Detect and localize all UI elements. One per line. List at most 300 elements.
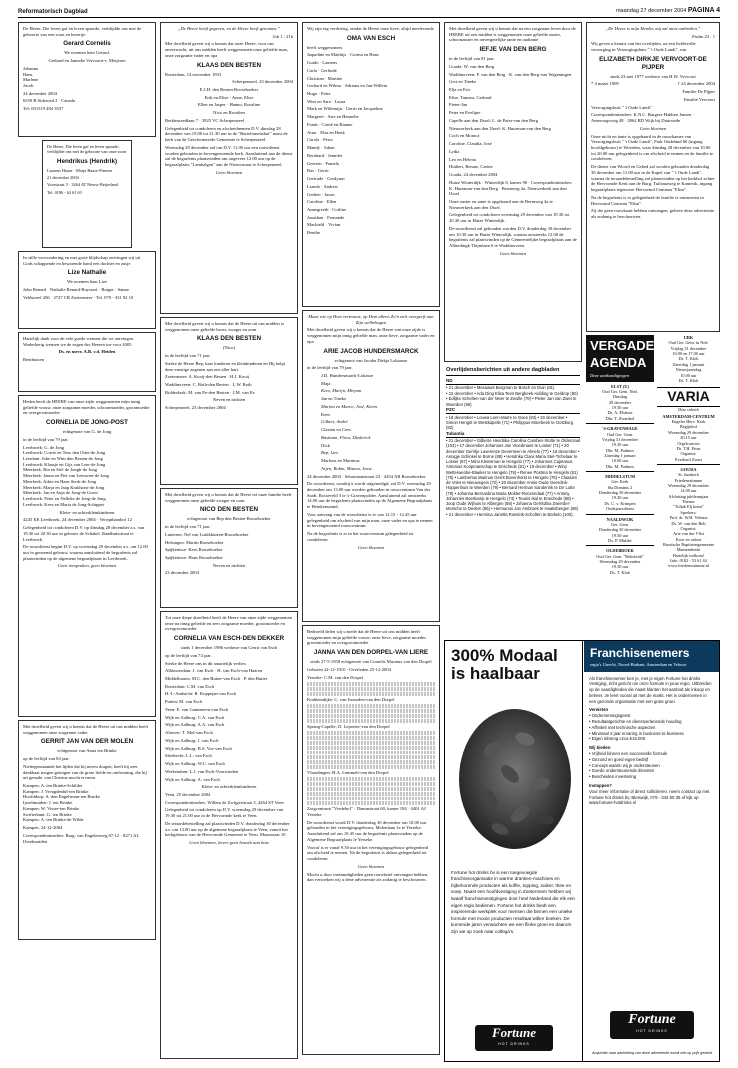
column-3 [302, 22, 440, 1062]
modaal-headline-1: 300% Modaal [451, 646, 558, 665]
varia-line: Organist: [680, 525, 697, 531]
agenda-sub: Deze aankondigingen [590, 373, 630, 378]
franchise-panel [584, 641, 720, 1061]
ad-died: Overleden 25-12-2004 [349, 666, 391, 672]
coffee-beans-icon [455, 689, 573, 864]
family-line: Mark en Willemijn · Gerrit en Jacqueline [307, 106, 383, 112]
family-line: Familie De Pijper [682, 89, 715, 95]
ad-sub: heeft weggenomen. [307, 44, 343, 50]
family-line: Gerhard en Wilma · Adriana en Jan-Willem [307, 83, 388, 89]
agenda-line: 19.30 uur [611, 532, 629, 538]
agenda-line: Sta.Dominis 2 [607, 484, 633, 490]
agenda-item [586, 548, 654, 575]
ad-died: † 24 december 2004 [677, 81, 715, 87]
varia-line: Everhard Zwart [674, 456, 703, 462]
agenda-line: Dhr. T. Zwartbol [605, 415, 635, 421]
ad-parents: Gerhard en Janneke Vervoorn-v. Meijeren [48, 58, 126, 64]
family-line: Peter en Evelijne [449, 110, 481, 116]
ad-date: 23 december 2004 [165, 570, 199, 576]
birth-ad-gerard [18, 22, 156, 137]
ad-parents: Laurens Haase · Marja Haase-Prinsen [47, 167, 113, 173]
varia-item-head: GOUDA [680, 466, 697, 472]
family-line: Bep, Lies [321, 450, 339, 456]
offer: • Bescheiden investering [589, 774, 637, 780]
ad-funeral: De rouwdienst zal gehouden worden D.V. donderdag 30 december om 10.30 uur in Huize Winterdijk, waarna omstreeks 12.00 de begrafenis zal plaatsvinden op de Gemeentelijke begraafplaats aan de Alberdingk Thijmlaan 6 te Waddinxveen. [449, 225, 577, 249]
family-line: Vlaardingen: H.A. Lemmelt-van den Dorpel [307, 769, 389, 775]
ad-closing: Geen bloemen [357, 544, 385, 550]
ad-sub: echtgenoot van Jacoba Dirkje Lokaasse [334, 357, 408, 363]
paper-title: Reformatorisch Dagblad [18, 8, 88, 15]
agenda-title-1: VERGADER- [590, 338, 669, 353]
family-line: Geerten · Pamela [307, 160, 339, 166]
sibling: Hans [23, 71, 33, 77]
family-line: Leerbroek: Peter en Nelleke de Jong-de Jong [23, 496, 106, 502]
ad-name: KLAAS DEN BESTEN [196, 61, 262, 69]
ad-text: De rouwdienst wordt D.V. donderdag 30 december om 10.00 uur gehouden in het verenigingsgebouw, Molenlaan 1a te Yerseke. Aansluitend zal om 10.45 uur de begrafenis plaatsvinden op de Algemene Begraafplaats te Yerseke. [307, 819, 427, 842]
ad-intro: Heden heeft de HEERE van onze zijde weggenomen mijn innig geliefde vrouw, onze zorgzame moeder, schoonmoeder, grootmoeder en overgrootmoeder [23, 399, 150, 416]
franchise-sub: regio's Utrecht, Noord-Brabant, Amsterdam en Veluwe [590, 662, 687, 667]
ad-intro: De Heere, Die leven gaf en leven spaarde, verblijdde ons met de geboorte van een zoon en broertje [23, 26, 142, 37]
ad-date: 21 december 2004 [47, 174, 79, 180]
ad-signed: Ds. en mevr. A.B. v.d. Heiden [58, 349, 116, 355]
franchise-title: Franchisenemers [590, 646, 690, 660]
family-line: Margreet · Arie en Hannelie [307, 114, 359, 120]
ad-intro: Wij geven u kennis van het overlijden, na een liefdevolle verzorging in Verzorgingshuis " 't Oude Landt", van [591, 41, 696, 53]
varia-line: Info: 0182 - 53 61 44 [670, 558, 707, 564]
requirement: • Ondernemingsgeest [589, 713, 631, 719]
family-line: Leerbroek: G. de Jong [23, 444, 65, 450]
ad-address: 6550 B Sideroad 2 · Canada [23, 98, 75, 104]
family-line: Leerbroek: Klaasje en Gijs van Leer-de Jong [23, 461, 106, 467]
family-line: Hoofddorp: A. den Engelsman-ten Brinke [23, 794, 100, 800]
ad-age: in de leeftijd van 71 jaar. [165, 353, 211, 359]
ad-closing: Geen toespraken, geen bloemen [57, 563, 117, 569]
family-line: Leerdam: Joke en Wim den Besten-de Jong [23, 456, 103, 461]
family-line: Ridderkerk: M. van Ee-den Besten · J.M. van Ee [165, 389, 255, 395]
family-line: Putten: M. van Esch [165, 699, 203, 705]
requirement: • Eigen inbreng circa €15.000 [589, 736, 646, 742]
family-line: Neven en nichten [212, 397, 246, 403]
family-line: Jonathan · Fernande [307, 214, 345, 220]
family-line: Gertrude · Gerdymn [307, 176, 345, 182]
family-line: Lydia [449, 148, 460, 154]
vergader-agenda [586, 335, 669, 687]
varia-line: Dr. T.H. Prins [676, 445, 701, 451]
family-line: Capelle aan den IJssel: L. de Pater-van den Berg [449, 117, 538, 123]
ad-date: Kampen, 24-12-2004 [23, 825, 63, 831]
family-line: Meerkerk: Ria en Stef de Jongh-de Jong [23, 467, 97, 473]
family-line: Lianda · Andrew [307, 183, 339, 189]
ad-address: Correspondentieadres: K.N.C. Burgers-Habben Jansen · Ameroogsweg 48 · 2862 RD Wijk bij Duurstede [591, 112, 695, 124]
ad-name: Lize Nathalie [67, 269, 107, 277]
family-line: Wijk en Aalburg: A. van Esch [165, 776, 220, 782]
ad-text3: Na de begrafenis is er in het rouwcentrum gelegenheid tot condoleren. [307, 531, 414, 542]
agenda-line: 28 december [608, 399, 632, 405]
varia-line: Mamembeide [676, 547, 701, 553]
ad-kids: Klein- en achterkleinkinderen [59, 509, 115, 515]
ad-ref: Psalm 23 : 1 [692, 33, 715, 39]
agenda-item-head: NAALDWIJK [606, 516, 634, 522]
ad-name: ARIE JACOB HUNDERSMARCK [323, 347, 419, 355]
agenda-line: 10.00 uur [611, 458, 629, 464]
agenda-line: Ds. P. Mulder [608, 537, 632, 543]
ad-sub: sinds 23 mei 1977 weduwe van H.W. Vervoort [610, 73, 696, 79]
page-info [616, 7, 720, 16]
ad-quote: „De Heere heeft gegeven, en de Heere heeft genomen.” [177, 26, 281, 31]
ad-note: We noemen hem Gerard. [64, 50, 110, 56]
ad-address: Correspondentieadres: Burg. van Engelenweg 67-12 · 8271 AL IJsselmuiden [23, 832, 140, 844]
ad-left: John Renard · Nathalie Renard-Ruyssert · Ruiger · Sanne [23, 287, 129, 293]
franchise-intro: Als franchisenemer ben je, met je eigen Fortune hot drinks Vestiging, écht gericht om onze formule in jouw regio. Uitbreiden op de vaardigheden die naast klanten het aanbod als inkoop en beheer. Je leert vooral uit met de markt. Het is ondernemen in een gezonde organisatie met een grote groei. [589, 675, 712, 704]
agenda-line: Oud Ger. Gem. in Ned. [668, 340, 709, 346]
family-line: Kampen: W. Visser-ten Brinke [23, 805, 80, 811]
family-line: Arnu · Elsa en Henk [307, 129, 345, 135]
ad-closing: Geen bloemen, liever geen bezoek aan huis [189, 840, 269, 846]
birth-ad-hendrikus [42, 140, 132, 248]
agenda-header [586, 335, 669, 382]
ad-born: * 4 maart 1909 [591, 81, 619, 87]
ad-intro: Met droefheid geven wij u kennis dat de Heere tot onze familie heeft weggenomen onze geliefde zwager en oom [165, 492, 292, 503]
varia-line: Afsluiting jubileumjaar [668, 493, 709, 499]
obituary-nico-den-besten [160, 488, 298, 608]
family-line: Gert en Tineke [449, 79, 477, 85]
family-line: Wijk en Aalburg: B.S. Vos-van Esch [165, 745, 232, 751]
offer: • Concept waarin wij je ondersteunen [589, 762, 660, 768]
varia-line: Ds. W. van den Belt [671, 520, 706, 526]
family-line: Leo en Helena [449, 156, 476, 162]
family-line: Wijk en Aalburg: W.C. van Esch [165, 761, 225, 767]
family-line: Annegreeth · Corline [307, 207, 347, 213]
agenda-line: 19.30 uur [611, 405, 629, 411]
requirement: • Minimaal 3 jaar ervaring in business-to-business [589, 730, 684, 736]
ad-right: Veldstreef 206 · 2727 CR Zoetermeer · Tel. 079 - 331 92 10 [23, 294, 134, 300]
agenda-line: Vrijdag 31 december [670, 345, 707, 351]
family-line: Wijk en Aalburg: A.A. van Esch [165, 722, 225, 728]
family-line: Veen: E. van Gammeren-van Esch [165, 706, 229, 712]
obituary-janna-van-den-dorpel [302, 625, 440, 1055]
agenda-item-head: 'S-GRAVENHAGE [602, 426, 638, 432]
ad-intro: Bedroefd delen wij u mede dat de Heere uit ons midden heeft weggenomen mijn geliefde vrouw, onze lieve, zorgzame moeder, grootmoeder en overgrootmoeder [307, 629, 427, 646]
agenda-line: 10.00 en 17.00 uur [672, 351, 705, 357]
fortune-logo [475, 1025, 553, 1051]
death-notices-other-papers [444, 365, 582, 627]
family-line: Nieuwerkerk aan den IJssel: K. Huurman-van den Berg [449, 125, 551, 131]
thanks-ad [18, 332, 156, 392]
modaal-headline-2: is haalbaar [451, 663, 540, 683]
obituary-arie-hundersmarck [302, 310, 440, 622]
family-line: Meerkerk: Jan en Anja de Jong-de Groot [23, 490, 98, 496]
ad-tel: Tel: 001519 484 3537 [23, 106, 64, 112]
ad-name: JANNA VAN DEN DORPEL-VAN LIERE [313, 649, 429, 657]
ad-date: Scherpenzeel, 23 december 2004 [165, 405, 226, 411]
family-line: Wijk en Aalburg: C.A. van Esch [165, 714, 225, 720]
agenda-title-2: AGENDA [590, 355, 647, 370]
notice-row: • 21 december • Gilberte Hendrika Carolina Cambier-Stolte te Oldenzaal (103) • 17 december Johannes Jan Vloedmans te Losser (71) • 20 december Gerritje Laverenze Deverseen te Almelo (77) • 18 december • Annigje Schinkel te Borne (88) • Hendrika Clara Maria Stel-Tichelaar te Losser (87) • Mimi Kleinsman te Hengelo (77) • Johannes Cajetanus Antonius Koopmanschap te Enschede (81) • 19 december • Winy Wetterwenbe-Blaeker te Hengelo (78) • Renee Postma te Hengelo (81) (75) • Lambertus Marinus Gerrit Bovenhorst te Hengelo (76) • Claasien de Vries te Nieuwegein (72) • 20 december Annie Oude Geerdink-Hoppenhuis te Wierden (79) • Bernard Herman Sanderink te De Lutte (78) • Johanna Bernardina Maria Molder-Roozendaal (77) • Antony Johannes Boerkamp te Hengelo (74) • Teunis Ikal te Enschede (88) • Joop Oude Wijhuis te Albergen (58) • Johanna Gerritdina Zwierder-Morsche te Dedem (86) • Hermanus Jan Ambroek te Haaksbergen (69) • 21 december • Hermina Janetta Roesink-Scholten te Borkelo (100). [446, 438, 580, 517]
ad-age: op de leeftijd van 74 jaar. [165, 652, 212, 658]
ad-text: Niettegenstaande het lijden dat hij moest dragen, heeft hij zeer dankbaar mogen getuigen van de grote liefde en ontferming, die hij uit genade, van Christus mocht ervaren. [23, 763, 147, 781]
family-line: Bastiaan, Flora, Diederick [321, 434, 371, 440]
ad-address: Huize Winterdijk · Winterdijk 8, kamer 90 · Correspondentieadres: K. Huurman-van den Berg · Bermweg 4a, Nieuwerkerk aan den IJssel [449, 179, 573, 197]
varia-line: Organist: [680, 451, 697, 457]
ad-age: op de leeftijd van 84 jaar. [23, 756, 70, 762]
ad-dates: Geboren 24-12-1910 · Overleden 25-12-2004 [307, 666, 391, 672]
ad-intro: Wij zijn erg verdrietig, omdat de Heere onze lieve, altijd meelevende [307, 26, 434, 31]
ad-text: De rouwdienst, waarbij u wordt uitgenodigd, zal D.V. woensdag 29 december om 13.00 uur worden gehouden in rouwcentrum Van der Stadt, Rosseveld 3 te 's-Gravenpolder. Aansluitend zal omstreeks 14.00 uur de begrafenis plaatsvinden op de Algemene Begraafplaats te Heinkenszand. [307, 481, 433, 510]
ad-funeral: De rouwdienst begint D.V. op woensdag 29 december a.s. om 12.00 uur in genoemd gebouw, waarna aansluitend de begrafenis zal plaatsvinden op de algemene begraafplaats in Leerbroek. [23, 544, 148, 561]
varia-line: St. Janskerk [678, 472, 699, 478]
agenda-item [586, 517, 654, 544]
family-line: Meerkerk: Adrie en Hans Sterk-de Jong [23, 478, 97, 484]
varia-line: "Toltak Elj komt" [673, 504, 704, 510]
urk-varia-column [657, 335, 720, 687]
family-line: Hugo · Peter [307, 91, 331, 96]
ad-intro: Met droefheid geven wij u kennis dat de Heere uit ons midden is weggenomen onze geliefde broer, zwager en oom [165, 321, 284, 332]
ad-text3: Mocht u door omstandigheden geen rouwbrief ontvangen hebben, dan verzoeken wij u deze advertentie als zodanig te beschouwen. [307, 871, 429, 883]
page-header [18, 8, 720, 18]
agenda-line: 19.30 uur [611, 495, 629, 501]
page-label: PAGINA [687, 7, 715, 15]
family-line: Marina en Marco, José, Karin [321, 403, 377, 409]
family-line: Kees [321, 411, 331, 417]
family-line: Sliedrecht: L.L. van Esch [165, 753, 212, 759]
family-line: Spijkenisse: Hans Rooseboeker [165, 555, 223, 560]
family-line: Arjen, Robin, Manon, Josse [321, 465, 373, 471]
ad-text2: Gelegenheid tot condoleren woensdag 29 december van 19.30 tot 20.30 uur in Huize Winterdijk. [449, 212, 570, 224]
ad-name: CORNELIA DE JONG-POST [46, 419, 128, 427]
family-line: Meerkerk: Marja en Jaap Krakhorst-de Jong [23, 484, 105, 490]
ad-family [307, 373, 435, 472]
varia-line: Woensdag 29 december [668, 483, 709, 489]
agenda-line: 19.30 uur [611, 442, 629, 448]
notice-row: • 21 december • Mesaaws Bergman te Bosch en Duin (81) [446, 385, 555, 391]
offer-title: Wij bieden [589, 745, 611, 751]
fortune-logo-sub: HOT DRINKS [636, 1029, 668, 1034]
agenda-line: Woensdag 29 december [599, 559, 641, 565]
fortune-logo-sub: HOT DRINKS [498, 1041, 530, 1046]
ad-date: Veen, 25 december 2004 [165, 792, 211, 798]
family-line: Ellen en Jasper · Hanno, Rosaline [197, 102, 261, 108]
family-line: Kampen: A. ten Brinke-Schilder [23, 783, 83, 788]
ad-name: KLAAS DEN BESTEN [196, 335, 262, 343]
agenda-item-head: OLDEBROEK [606, 548, 634, 554]
ad-age: in de leeftijd van 79 jaar. [23, 436, 69, 442]
column-2 [160, 22, 298, 1062]
agenda-line: Ds. T. Klok [610, 569, 630, 575]
ad-place: Benthuizen [23, 357, 44, 363]
family-line: Wijk en Aalburg: J. van Esch [165, 737, 219, 743]
ad-address: Voorstraat 3 · 3264 AT Nieuw-Beijerland [47, 182, 118, 188]
varia-line: Russische Baptistengemeente [663, 542, 714, 547]
ad-closing: Geen bloemen [499, 250, 527, 256]
ad-date: 24 december 2004 [23, 90, 57, 96]
family-line: Frank · Corné en Rianne [307, 121, 353, 127]
ad-sub: echtgenote van G. de Jong [62, 429, 112, 435]
fortune-logo-text: Fortune [628, 1012, 676, 1027]
agenda-item [586, 474, 654, 512]
contact-text: Voor meer informatie of direct solliciteren: neem contact op met Fortune hot drinks bv, Bleiswijk, 079 - 342 50 35 of kijk op www.fortune-hotdrinks.nl [589, 788, 710, 806]
agenda-item [586, 382, 654, 422]
family-line: Marlous en Martinus [321, 458, 360, 464]
requirements-title: Vereisten [589, 707, 609, 713]
agenda-line: Ds. C. v. Krimpen [604, 500, 636, 506]
ad-intro: Met droefheid geven wij u kennis dat na een zorgzaam leven door de HEERE uit ons midden is weggenomen onze geliefde zuster, schoonzuster en onvergetelijke tante en oudtante [449, 26, 576, 43]
ad-name: ELIZABETH DIRKJE VERVOORT-DE PIJPER [599, 55, 707, 71]
family-line: Caroline · Ellen [307, 199, 337, 205]
agenda-varia-block [586, 335, 720, 687]
ad-intro: De Heere, Die leven gaf en leven spaarde, verblijdde ons met de geboorte van onze zoon [47, 144, 127, 155]
ad-born: Rotterdam, 14 november 1933 [165, 71, 222, 77]
offer: • Gezond en goed eigen bedrijf [589, 756, 649, 762]
family-line: Gilbert, André [321, 419, 348, 425]
ad-text2: Gelegenheid tot condoleren op D.V. woensdag 29 december van 19.30 tot 21.00 uur in de Hervormde kerk te Veen. [165, 807, 284, 819]
family-line: Waddinxveen: P. van den Berg · K. van den Berg-van Wageningen [449, 71, 572, 77]
ad-family [23, 445, 151, 508]
family-line: H.-I.-Ambacht: R. Koppejan-van Esch [165, 691, 236, 697]
ad-quote: Maar wie op Hem vertrouwt, op Hem alleen Zo'n zich overgeeft aan Zijn welbehagen [308, 314, 434, 325]
family-line: Zoetermeer: A. Kooij-den Besten · H.J. Kooij [165, 374, 250, 380]
agenda-line: Donderdag 30 december [598, 527, 642, 533]
ad-address: Berkinsteedlaan 7 · 3925 VC Scherpenzeel [165, 117, 245, 123]
ad-text2: Vooraf is er vanaf 9.30 uur in het verenigingsgebouw gelegenheid om afscheid te nemen. Na de begrafenis is aldaar gelegenheid tot condoleren. [307, 844, 429, 862]
ad-date: 24 december 2004 · Sebastiaanstraat 23 · 4454 AR Rooseboeker [307, 473, 426, 479]
ad-sub: (Nico) [223, 345, 235, 351]
ad-quote: „De Heere is mijn Herder, mij zal niets ontbreken.” [605, 26, 701, 31]
offer: • Vrijheid binnen een succesvolle formule [589, 751, 668, 757]
ad-intro: Met droefheid geven wij u kennis dat de Heere uit ons midden heeft weggenomen onze zorgzame vader [23, 724, 149, 735]
family-line: Guido · Laurens [307, 60, 338, 66]
family-line: J.D. Hundersmarck-Lokasse [321, 373, 374, 378]
ad-funeral: Woensdag 29 december zal om D.V. 11.00 uur een rouwdienst worden gehouden in bovengenoemde kerk. Aansluitend aan de dienst zal de begrafenis plaatsvinden om ongeveer 12.00 uur op de begraafplaats "Lambalgen" aan de Nieuwstraat te Scherpenzeel. [165, 144, 293, 168]
agenda-item [586, 426, 654, 469]
agenda-line: 19.30 uur [611, 564, 629, 570]
varia-item [657, 414, 720, 462]
ad-dates [591, 81, 715, 87]
family-line: Waddinxveen: C. Both-den Besten · L.W. Both [165, 382, 252, 387]
offer: • Goede ondersteunende diensten [589, 768, 655, 774]
family-line: Nico en Rosalien [213, 110, 245, 116]
sibling: Johanna [23, 65, 39, 71]
family-line: Huibert, Renate, Carine [449, 164, 493, 170]
notice-row: • 22 december • Ada Ding Elisa Tees Bergbeek-Adiding te Geldrop (80) • Ediljke Schelten-van der Meer te Zwolle (79) • Pieter Jan van Zwet te Woerden (96) [446, 391, 578, 407]
varia-line: Woensdag 29 december [668, 429, 709, 435]
ad-sub: sinds 1 december 1986 weduwe van Gerrit van Esch [180, 645, 278, 651]
contact-title: Instappen? [589, 783, 612, 789]
ad-siblings [23, 66, 151, 89]
family-line: Altewer: T. Mol-van Esch [165, 730, 213, 736]
agenda-line: Ger. Kerk [611, 479, 629, 485]
family-line: Werkendam: L.J. van Esch-Voorwinden [165, 768, 239, 774]
agenda-line: Dhr. M. Padmos [605, 447, 635, 453]
ad-born: Geboren 24-12-1910 [307, 666, 346, 672]
family-line: Yerseke: C.M. van den Dorpel [307, 674, 363, 680]
modaal-panel [445, 641, 583, 1061]
ad-text: Sterke de Heere ons in dit smartelijk verlies. [165, 660, 247, 666]
varia-item [657, 467, 720, 569]
family-line: Elise, Tamara, Gerhard [449, 94, 492, 100]
fortune-logo [610, 1011, 694, 1039]
family-line: Middelharnis: M.C. den Butter-van Esch · P. den Butter [165, 676, 268, 681]
ad-name: Gerard Cornelis [63, 40, 111, 48]
varia-line: Begijnhof [679, 424, 698, 430]
page-number: 4 [716, 7, 720, 15]
agenda-line: Oud Ger. Gem. "Rehoboth" [596, 553, 644, 559]
agenda-line: 10.00 uur [680, 372, 697, 378]
ad-name: OMA VAN ESCH [346, 34, 396, 42]
ad-text4: Zij die geen rouwkaart hebben ontvangen, gelieve deze advertentie als zodanig te beschouwen. [591, 208, 715, 220]
obituary-cornelia-van-esch [160, 611, 298, 1059]
ad-family [449, 64, 577, 170]
ad-intro: In stille verwondering en met grote blijdschap ontvingen wij uit Gods schappende en bewarende hand een dochter en zusje [23, 255, 141, 266]
fortune-recruitment-ad [444, 640, 720, 1062]
franchise-footer: Acquisitie naar aanleiding van deze advertentie wordt niet op prijs gesteld [591, 1051, 713, 1056]
agenda-line: Vrijdag 31 december [601, 436, 638, 442]
column-1 [18, 22, 156, 1062]
ad-text: Onze nicht en tante is opgebaard in de rouwkamer van Verzorgingshuis " 't Oude Landt", Park Oudeland 60 (ingang hoofdgebouw) te Woerden, waar dinsdag 28 december van 19.00 tot 20.00 uur gelegenheid is om afscheid te nemen en de familie te condoleren. [591, 133, 714, 162]
fortune-logo-text: Fortune [491, 1025, 537, 1040]
family-line: Sprang-Capelle: D. Lepoeter-van den Dorpel [307, 723, 390, 729]
varia-sub: Deze rubriek [678, 406, 699, 412]
varia-line: Friedensstimme [674, 477, 703, 483]
ad-date: Gouda, 24 december 2004 [449, 172, 498, 178]
ad-sub: echtgenoot van Anna ten Brinke [57, 748, 117, 754]
ad-name: Hendrikus (Hendrik) [56, 157, 118, 165]
family-line: Swifterbant: G. ten Brinke [23, 811, 72, 817]
family-line: Neven en nichten [212, 562, 246, 568]
agenda-line: Ds. T. Klok [678, 356, 699, 362]
franchise-header [584, 641, 720, 672]
ad-intro: Tot onze diepe droefheid heeft de Heere van onze zijde weggenomen onze na innig geliefde en zeer zorgzame moeder, grootmoeder en overgrootmoeder [165, 615, 292, 632]
modaal-body: Fortune hot drinks bv is een toegevoegde franchiseorganisatie in warme dranken-machines en bijbehorende producten als koffie, topping, suiker, thee en soep. Naast een hoofdvestiging in Zoetermeer hebben wij twaalf franchisevestigingen door heel Nederland die elk een eigen regio bedienen. Fortune hot drinks biedt een inspirerende werkplek voor mensen die binnen een unieke formule met mooie producten resultaat willen boeken. De komende jaren verwachten we een flinke groei en daarom zijn we op zoek naar collega's. [451, 869, 576, 934]
ad-note: We noemen haar Lize [66, 279, 108, 285]
family-line: Carola · Petra [307, 137, 333, 143]
ad-died: Scherpenzeel, 23 december 2004 [232, 79, 293, 85]
family-line: Benthe [307, 230, 321, 236]
obituary-gerrit-van-der-molen [18, 720, 156, 940]
family-line: Kampen: A. ten Brinke-de Wilde [23, 817, 84, 823]
varia-title: VARIA [657, 387, 720, 407]
birth-ad-lize [18, 251, 156, 329]
ad-text2: Voor aanvang van de rouwdienst is er van 12.15 - 12.45 uur gelegenheid om afscheid van mijn man, onze vader en opa te nemen in bovengenoemd rouwcentrum. [307, 511, 433, 529]
ad-sub: sinds 27-5-1958 echtgenote van Cornelis Marinus van den Dorpel [310, 659, 432, 665]
family-line: Dick [321, 442, 330, 448]
agenda-line: Donderdag 30 december [598, 490, 642, 496]
ad-text3: Na de begrafenis is er gelegenheid de familie te ontmoeten in Hervormd Centrum "Elim". [591, 194, 704, 206]
obituary-iefje-van-den-berg [444, 22, 582, 362]
ad-name: GERRIT JAN VAN DER MOLEN [40, 738, 134, 746]
ad-family [307, 52, 435, 236]
family-line: Caroline, Claudia, José [449, 141, 492, 147]
family-line: Spijkenisse: Kees Rooseboeker [165, 547, 223, 553]
ad-text: Gelegenheid tot condoleren D.V. op dinsdag 28 december a.s. van 19.30 tot 20.30 uur in gebouw de Schakel, Raadhuisstraat te Leerbroek. [23, 525, 145, 542]
family-line: Leerbroek: Corrie en Teus den Otter-de Jong [23, 450, 106, 456]
notice-row: • 18 december • Louwa Leen-Marre te Goes (83) • 20 december • Simon Hengst te Westkapelle (71) • Philippus Moerbeek te Oostburg (82) [446, 414, 574, 431]
ad-ref: Job 1 : 21b [272, 33, 293, 39]
ad-intro: Met droefheid geven wij u kennis dat onze Heere, voor ons onverwacht, uit ons midden heeft weggenomen onze geliefde man, onze zorgzame vader en opa [165, 41, 288, 58]
coffee-beans-image [455, 689, 572, 864]
varia-item-head: AMSTERDAM-CENTRUM [662, 413, 715, 419]
obituary-oma-van-esch [302, 22, 440, 307]
family-line: Carla · Gerlinde [307, 67, 337, 73]
family-line: Alblasserdam: J. van Esch · H. van Esch-van Haaren [165, 668, 263, 674]
agenda-line: Ds. T. Klok [678, 377, 699, 383]
ad-intro: Met droefheid geven wij u kennis dat de Heere van onze zijde is weggenomen mijn innig geliefde man, onze lieve, zorgzame vader en opa [307, 327, 435, 344]
agenda-item-head: ELST (U) [611, 383, 629, 389]
ad-name: CORNELIA VAN ESCH-DEN DEKKER [173, 635, 285, 643]
varia-line: 14.00 uur [680, 488, 697, 494]
family-line: Jaqueline en Matthijs · Corina en Hans [307, 52, 379, 58]
family-line: Bas · Gerrit [307, 168, 329, 174]
page-date: maandag 27 december 2004 [615, 8, 687, 15]
